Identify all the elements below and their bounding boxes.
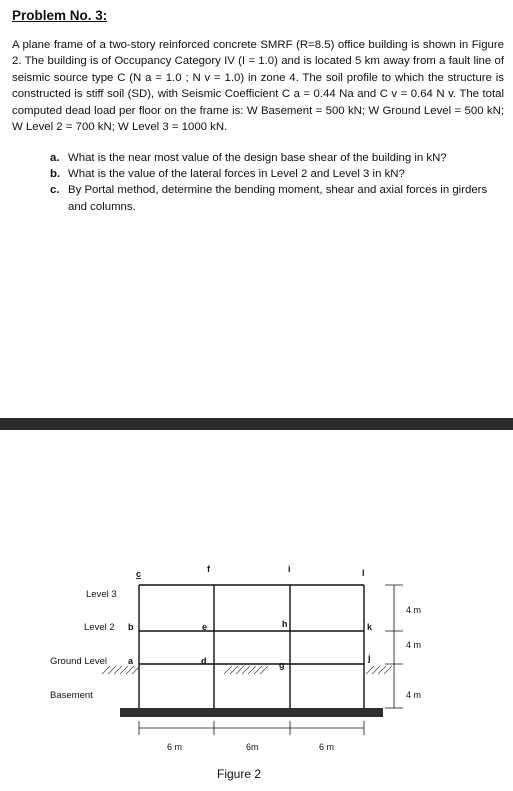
question-b-marker: b. xyxy=(50,168,61,181)
question-list xyxy=(50,150,505,215)
span-1: 6 m xyxy=(167,742,183,752)
question-a-marker: a. xyxy=(50,152,60,164)
label-ground-level: Ground Level xyxy=(50,656,108,667)
span-3: 6 m xyxy=(319,742,335,752)
question-b-text: What is the value of the lateral forces in Level 2 and Level 3 in kN? xyxy=(68,168,405,181)
node-k: k xyxy=(367,622,373,632)
node-a: a xyxy=(128,656,134,666)
question-c xyxy=(50,182,505,214)
problem-statement: A plane frame of a two-story reinforced concrete SMRF (R=8.5) office building is shown in Figure 2. The building is of Occupancy Category IV (I = 1.0) and is located 5 km away from a fault line of seismic source type C (N a = 1.0 ; N v = 1.0) in zone 4. The soil profile to which the structure is constructed is stiff soil (SD), with Seismic Coefficient C a = 0.44 Na and C v = 0.64 N v. The total computed dead load per floor on the frame is: W Basement = 500 kN; W Ground Level = 500 kN; W Level 2 = 700 kN; W Level 3 = 1000 kN. xyxy=(12,39,504,134)
node-l: l xyxy=(362,568,365,578)
label-level-3: Level 3 xyxy=(86,589,117,600)
figure-caption: Figure 2 xyxy=(217,767,262,781)
frame-members xyxy=(139,585,364,708)
height-level-2: 4 m xyxy=(406,640,422,650)
soil-hatch xyxy=(102,666,392,674)
node-d: d xyxy=(201,656,207,666)
foundation-slab xyxy=(120,708,383,717)
span-2: 6m xyxy=(246,742,259,752)
question-c-text: By Portal method, determine the bending moment, shear and axial forces in girders and columns. xyxy=(68,184,488,213)
height-basement: 4 m xyxy=(406,690,422,700)
node-f: f xyxy=(207,564,210,574)
node-c: c xyxy=(136,569,142,579)
node-i: i xyxy=(288,564,291,574)
label-basement: Basement xyxy=(50,690,93,701)
height-dimensions xyxy=(385,585,403,708)
span-dimensions xyxy=(139,721,364,735)
problem-title: Problem No. 3: xyxy=(12,8,108,23)
question-a-text: What is the near most value of the design base shear of the building in kN? xyxy=(68,152,447,164)
node-b: b xyxy=(128,622,134,632)
frame-figure xyxy=(0,555,513,791)
node-h: h xyxy=(282,619,288,629)
label-level-2: Level 2 xyxy=(84,622,115,633)
question-b xyxy=(50,166,505,182)
page-divider-band xyxy=(0,418,513,430)
height-level-3: 4 m xyxy=(406,605,422,615)
node-j: j xyxy=(368,653,371,663)
node-e: e xyxy=(202,622,208,632)
question-a xyxy=(50,150,505,166)
question-c-marker: c. xyxy=(50,184,60,197)
node-g: g xyxy=(279,660,285,670)
